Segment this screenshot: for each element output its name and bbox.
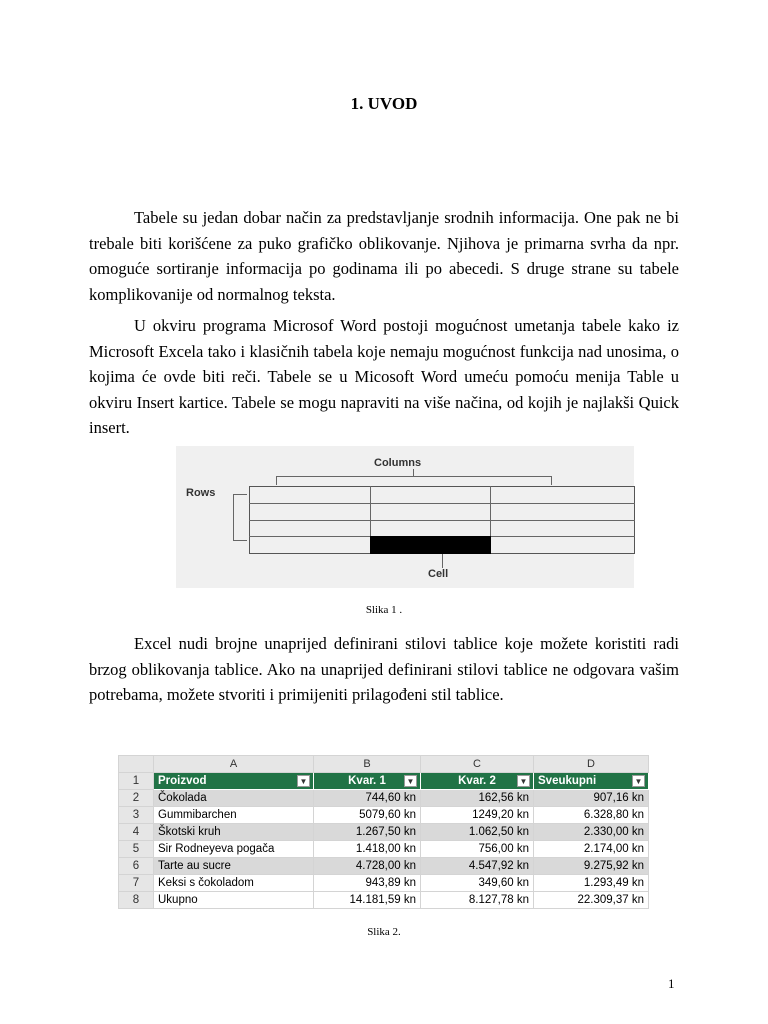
columns-bracket-left (276, 476, 277, 485)
column-header-b[interactable]: B (314, 756, 421, 773)
grid-row-line (249, 503, 635, 504)
cell[interactable]: 1.062,50 kn (421, 824, 534, 841)
row-number[interactable]: 2 (119, 790, 154, 807)
table-row (119, 824, 649, 841)
rows-bracket-bottom (233, 540, 247, 541)
cell[interactable]: 6.328,80 kn (534, 807, 649, 824)
page-number: 1 (668, 976, 675, 991)
columns-bracket-right (551, 476, 552, 485)
cell[interactable]: 1.267,50 kn (314, 824, 421, 841)
rows-label: Rows (186, 487, 216, 499)
row-number[interactable]: 7 (119, 875, 154, 892)
paragraph-word-tables: U okviru programa Microsof Word postoji mogućnost umetanja tabele kako iz Microsoft Excela tako i klasičnih tabela koje nemaju mogućnost funkcija nad unosima, o kojima će ovde biti reči. Tabele se u Micosoft Word umeću pomoću menija Table u okviru Insert kartice. Tabele se mogu napraviti na više načina, od kojih je najlakši Quick insert. (89, 316, 679, 437)
cell[interactable]: 162,56 kn (421, 790, 534, 807)
table-row (119, 841, 649, 858)
figure1-caption: Slika 1 . (365, 604, 403, 616)
cell[interactable]: 943,89 kn (314, 875, 421, 892)
row-number[interactable]: 5 (119, 841, 154, 858)
table-row (119, 807, 649, 824)
grid-row-line (249, 520, 635, 521)
row-number[interactable]: 3 (119, 807, 154, 824)
columns-label: Columns (374, 457, 422, 469)
row-number[interactable]: 1 (119, 773, 154, 790)
rows-bracket (233, 494, 234, 540)
cell[interactable]: Sir Rodneyeva pogača (154, 841, 314, 858)
cell[interactable]: Gummibarchen (154, 807, 314, 824)
cell[interactable]: 907,16 kn (534, 790, 649, 807)
cell[interactable]: 4.728,00 kn (314, 858, 421, 875)
cell[interactable]: 22.309,37 kn (534, 892, 649, 909)
paragraph-intro: Tabele su jedan dobar način za predstavljanje srodnih informacija. One pak ne bi trebale biti korišćene za puko grafičko oblikovanje. Njihova je primarna svrha da npr. omoguće sortiranje informacija po godinama ili po abecedi. S druge strane su tabele komplikovanije od normalnog teksta. (89, 208, 679, 304)
cell[interactable]: 744,60 kn (314, 790, 421, 807)
row-number[interactable]: 8 (119, 892, 154, 909)
table-header-row (119, 773, 649, 790)
header-proizvod[interactable] (154, 773, 314, 790)
header-label: Proizvod (158, 775, 207, 787)
cell[interactable]: 5079,60 kn (314, 807, 421, 824)
rows-bracket-top (233, 494, 247, 495)
figure-excel-table (118, 755, 648, 908)
cell[interactable]: Čokolada (154, 790, 314, 807)
section-heading: 1. UVOD (350, 94, 418, 113)
column-header-row (119, 756, 649, 773)
cell-pointer (442, 554, 443, 568)
cell[interactable]: 2.330,00 kn (534, 824, 649, 841)
cell[interactable]: 756,00 kn (421, 841, 534, 858)
cell[interactable]: Škotski kruh (154, 824, 314, 841)
filter-dropdown-icon[interactable]: ▼ (297, 775, 310, 787)
table-row (119, 790, 649, 807)
header-sveukupni[interactable] (534, 773, 649, 790)
cell[interactable]: 14.181,59 kn (314, 892, 421, 909)
cell[interactable]: 2.174,00 kn (534, 841, 649, 858)
cell[interactable]: 8.127,78 kn (421, 892, 534, 909)
filter-dropdown-icon[interactable]: ▼ (404, 775, 417, 787)
row-number[interactable]: 6 (119, 858, 154, 875)
table-row (119, 875, 649, 892)
cell[interactable]: 349,60 kn (421, 875, 534, 892)
cell[interactable]: 1.418,00 kn (314, 841, 421, 858)
table-total-row (119, 892, 649, 909)
column-header-d[interactable]: D (534, 756, 649, 773)
header-label: Sveukupni (538, 775, 597, 787)
column-header-c[interactable]: C (421, 756, 534, 773)
filter-dropdown-icon[interactable]: ▼ (517, 775, 530, 787)
header-label: Kvar. 1 (348, 775, 386, 787)
filter-dropdown-icon[interactable]: ▼ (632, 775, 645, 787)
paragraph-excel-styles: Excel nudi brojne unaprijed definirani stilovi tablice koje možete koristiti radi brzog oblikovanja tablice. Ako na unaprijed definirani stilovi tablice ne odgovara vašim potrebama, možete stvoriti i primijeniti prilagođeni stil tablice. (89, 634, 679, 704)
table-row (119, 858, 649, 875)
select-all-corner[interactable] (119, 756, 154, 773)
spreadsheet (118, 755, 649, 909)
header-kvar2[interactable] (421, 773, 534, 790)
highlighted-cell (370, 536, 491, 554)
cell[interactable]: 4.547,92 kn (421, 858, 534, 875)
header-kvar1[interactable] (314, 773, 421, 790)
figure2-caption: Slika 2. (367, 926, 401, 938)
figure-table-anatomy (176, 446, 634, 588)
cell[interactable]: 1249,20 kn (421, 807, 534, 824)
header-label: Kvar. 2 (458, 775, 496, 787)
columns-bracket-tick (413, 469, 414, 477)
cell[interactable]: Tarte au sucre (154, 858, 314, 875)
cell[interactable]: 1.293,49 kn (534, 875, 649, 892)
cell-label: Cell (428, 568, 449, 580)
cell[interactable]: Ukupno (154, 892, 314, 909)
column-header-a[interactable]: A (154, 756, 314, 773)
row-number[interactable]: 4 (119, 824, 154, 841)
cell[interactable]: 9.275,92 kn (534, 858, 649, 875)
cell[interactable]: Keksi s čokoladom (154, 875, 314, 892)
